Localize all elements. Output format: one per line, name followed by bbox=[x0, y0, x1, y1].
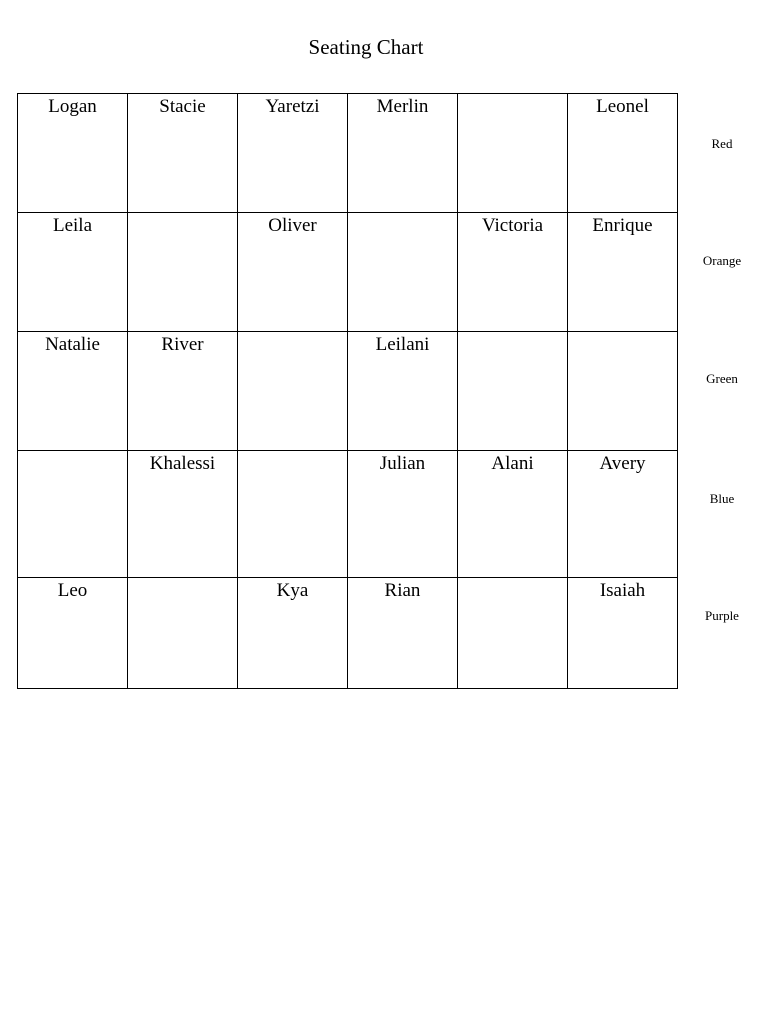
seat-row-red bbox=[18, 94, 678, 213]
seat-cell bbox=[128, 213, 238, 332]
seat-cell bbox=[458, 578, 568, 689]
seat-cell bbox=[458, 332, 568, 451]
seat-cell: Stacie bbox=[128, 94, 238, 213]
seat-cell: Leila bbox=[18, 213, 128, 332]
seat-cell bbox=[458, 94, 568, 213]
seat-cell: Leonel bbox=[568, 94, 678, 213]
seat-cell bbox=[348, 213, 458, 332]
seat-cell: River bbox=[128, 332, 238, 451]
seat-cell: Victoria bbox=[458, 213, 568, 332]
seat-cell: Khalessi bbox=[128, 451, 238, 578]
seat-cell: Kya bbox=[238, 578, 348, 689]
seat-cell: Yaretzi bbox=[238, 94, 348, 213]
seat-cell: Julian bbox=[348, 451, 458, 578]
seat-cell bbox=[128, 578, 238, 689]
row-color-label: Purple bbox=[705, 608, 739, 623]
seat-row-green bbox=[18, 332, 678, 451]
seat-cell: Rian bbox=[348, 578, 458, 689]
seat-cell: Logan bbox=[18, 94, 128, 213]
seat-cell: Oliver bbox=[238, 213, 348, 332]
seat-cell: Isaiah bbox=[568, 578, 678, 689]
seating-grid bbox=[17, 93, 678, 689]
row-color-label: Red bbox=[711, 136, 733, 151]
page-title: Seating Chart bbox=[308, 35, 424, 59]
seat-cell: Leilani bbox=[348, 332, 458, 451]
seat-row-blue bbox=[18, 451, 678, 578]
seat-cell: Merlin bbox=[348, 94, 458, 213]
seat-cell: Avery bbox=[568, 451, 678, 578]
seat-cell: Alani bbox=[458, 451, 568, 578]
seat-row-orange bbox=[18, 213, 678, 332]
seat-cell bbox=[238, 332, 348, 451]
seat-cell bbox=[18, 451, 128, 578]
row-color-label: Blue bbox=[709, 491, 735, 506]
seat-cell: Natalie bbox=[18, 332, 128, 451]
seat-cell: Enrique bbox=[568, 213, 678, 332]
row-color-label: Green bbox=[706, 371, 738, 386]
seat-cell: Leo bbox=[18, 578, 128, 689]
row-color-label: Orange bbox=[702, 253, 742, 268]
seat-cell bbox=[568, 332, 678, 451]
seat-row-purple bbox=[18, 578, 678, 689]
seat-cell bbox=[238, 451, 348, 578]
